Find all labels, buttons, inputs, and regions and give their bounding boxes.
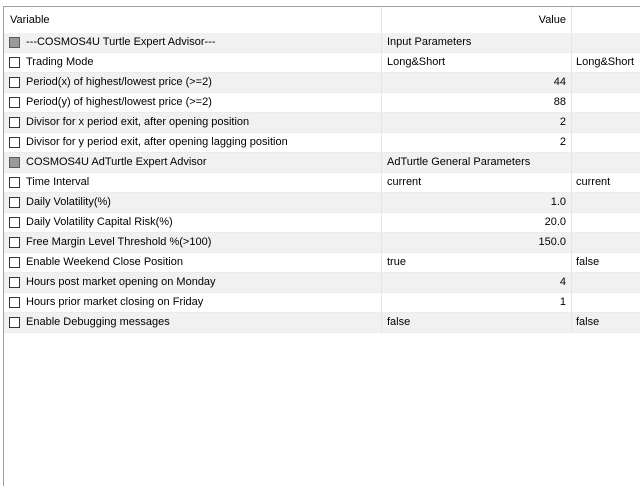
table-row[interactable] [4, 253, 640, 273]
variable-name: Divisor for y period exit, after opening lagging position [4, 133, 382, 152]
variable-extra-value [572, 93, 640, 112]
variable-name: Period(y) of highest/lowest price (>=2) [4, 93, 382, 112]
table-row[interactable] [4, 233, 640, 253]
table-row[interactable] [4, 213, 640, 233]
variable-value[interactable]: true [382, 253, 572, 272]
variable-name: Daily Volatility(%) [4, 193, 382, 212]
table-row[interactable] [4, 113, 640, 133]
variable-extra-value [572, 133, 640, 152]
variable-value[interactable]: 1.0 [382, 193, 572, 212]
table-row[interactable] [4, 53, 640, 73]
table-row[interactable] [4, 133, 640, 153]
variable-extra-value [572, 33, 640, 52]
variable-name: Time Interval [4, 173, 382, 192]
table-row[interactable] [4, 93, 640, 113]
variable-value[interactable]: current [382, 173, 572, 192]
variable-extra-value [572, 233, 640, 252]
parameters-table [3, 6, 640, 486]
variable-extra-value [572, 153, 640, 172]
variable-name: Enable Debugging messages [4, 313, 382, 332]
column-header-extra [572, 7, 640, 33]
variable-value[interactable]: 4 [382, 273, 572, 292]
table-row[interactable] [4, 273, 640, 293]
variable-extra-value [572, 113, 640, 132]
variable-value[interactable]: 2 [382, 133, 572, 152]
table-body [4, 33, 640, 333]
variable-name: Hours post market opening on Monday [4, 273, 382, 292]
group-row[interactable] [4, 153, 640, 173]
table-row[interactable] [4, 73, 640, 93]
variable-value[interactable]: AdTurtle General Parameters [382, 153, 572, 172]
table-row[interactable] [4, 173, 640, 193]
variable-value[interactable]: 2 [382, 113, 572, 132]
table-row[interactable] [4, 313, 640, 333]
variable-extra-value: current [576, 176, 611, 188]
table-header [4, 7, 640, 34]
variable-name: Enable Weekend Close Position [4, 253, 382, 272]
variable-extra-value [572, 273, 640, 292]
variable-extra-value [572, 73, 640, 92]
table-row[interactable] [4, 193, 640, 213]
variable-value[interactable]: 88 [382, 93, 572, 112]
table-row[interactable] [4, 293, 640, 313]
variable-name: ---COSMOS4U Turtle Expert Advisor--- [4, 33, 382, 52]
variable-extra-value [572, 213, 640, 232]
variable-name: Period(x) of highest/lowest price (>=2) [4, 73, 382, 92]
variable-value[interactable]: 150.0 [382, 233, 572, 252]
variable-name: Free Margin Level Threshold %(>100) [4, 233, 382, 252]
variable-value[interactable]: false [382, 313, 572, 332]
group-row[interactable] [4, 33, 640, 53]
variable-value[interactable]: 44 [382, 73, 572, 92]
variable-value[interactable]: Long&Short [382, 53, 572, 72]
variable-extra-value: false [576, 316, 600, 328]
variable-name: Divisor for x period exit, after opening position [4, 113, 382, 132]
variable-name: Trading Mode [4, 53, 382, 72]
variable-value[interactable]: Input Parameters [382, 33, 572, 52]
variable-extra-value: false [576, 256, 600, 268]
column-header-value[interactable]: Value [382, 7, 572, 33]
variable-extra-value [572, 193, 640, 212]
variable-name: Hours prior market closing on Friday [4, 293, 382, 312]
column-header-variable[interactable]: Variable [4, 7, 382, 33]
variable-value[interactable]: 1 [382, 293, 572, 312]
variable-value[interactable]: 20.0 [382, 213, 572, 232]
variable-name: Daily Volatility Capital Risk(%) [4, 213, 382, 232]
variable-name: COSMOS4U AdTurtle Expert Advisor [4, 153, 382, 172]
variable-extra-value: Long&Short [576, 56, 635, 68]
variable-extra-value [572, 293, 640, 312]
